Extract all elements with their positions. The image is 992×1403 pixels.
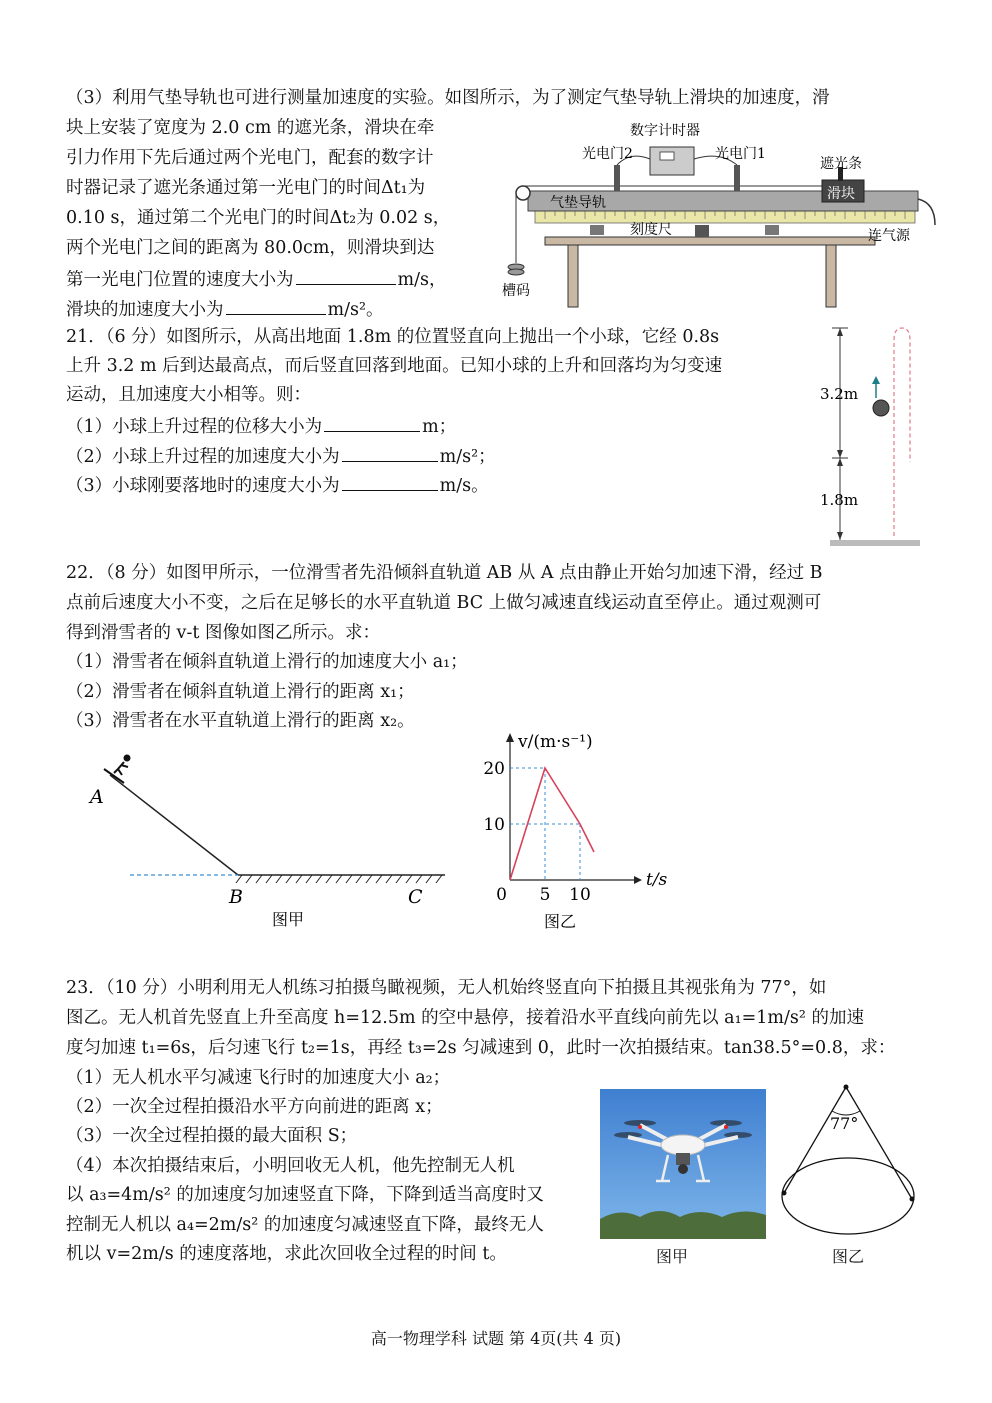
- ground: [830, 540, 920, 546]
- x-axis-label: t/s: [646, 870, 668, 890]
- y-axis-arrow: [506, 733, 514, 742]
- fig-23-yi-caption: 图乙: [832, 1247, 865, 1266]
- point-A: A: [90, 786, 104, 808]
- timer-display: [660, 152, 674, 160]
- q23-sub-1: （1）无人机水平匀减速飞行时的加速度大小 a₂；: [66, 1068, 451, 1088]
- label-weight: 槽码: [502, 283, 530, 299]
- q21-sub-2: [66, 443, 496, 469]
- arrow-top: [837, 328, 843, 336]
- skier-body: [114, 762, 128, 775]
- q21-unit-3: m/s。: [439, 476, 489, 496]
- q21-line-3: 运动，且加速度大小相等。则：: [66, 385, 311, 405]
- q22-line-1: 22．（8 分）如图甲所示，一位滑雪者先沿倾斜直轨道 AB 从 A 点由静止开始匀加速下滑，经过 B: [66, 563, 823, 583]
- arrow-bottom: [837, 532, 843, 540]
- q23-sub-2: （2）一次全过程拍摄沿水平方向前进的距离 x；: [66, 1097, 443, 1117]
- answer-blank[interactable]: [324, 413, 420, 432]
- table-leg-right: [826, 245, 836, 307]
- point-C: C: [408, 886, 423, 908]
- y-tick-10: 10: [483, 815, 505, 835]
- q20-unit-2: m/s²。: [327, 300, 384, 320]
- rail-support: [765, 225, 779, 235]
- digital-timer: [650, 147, 694, 175]
- y-tick-20: 20: [483, 759, 505, 779]
- ball: [873, 400, 889, 416]
- table-leg-left: [568, 245, 578, 307]
- x-tick-0: 0: [496, 885, 507, 905]
- pulley: [516, 186, 530, 200]
- arrow-mid-down: [837, 458, 843, 466]
- fig-jia-caption: 图甲: [272, 910, 305, 929]
- label-slider: 滑块: [827, 186, 855, 202]
- q22-sub-2: （2）滑雪者在倾斜直轨道上滑行的距离 x₁；: [66, 682, 415, 702]
- label-1.8m: 1.8m: [820, 491, 859, 509]
- q21-sub-1: [66, 413, 456, 439]
- answer-blank[interactable]: [226, 296, 326, 315]
- cone-edge-left: [784, 1087, 846, 1193]
- q23-line-2: 图乙。无人机首先竖直上升至高度 h=12.5m 的空中悬停，接着沿水平直线向前先以 a₁=1m/s² 的加速: [66, 1008, 864, 1028]
- answer-blank[interactable]: [296, 266, 396, 285]
- point-B: B: [229, 886, 243, 908]
- weight-disc: [508, 269, 524, 275]
- label-timer: 数字计时器: [630, 123, 700, 139]
- q20-line-1: （3）利用气垫导轨也可进行测量加速度的实验。如图所示，为了测定气垫导轨上滑块的加速度，滑: [66, 88, 830, 108]
- label-3.2m: 3.2m: [820, 385, 859, 403]
- q20-line-4: 时器记录了遮光条通过第一光电门的时间Δt₁为: [66, 178, 426, 198]
- q21-sub-3: [66, 472, 489, 498]
- q20-line-7: [66, 266, 446, 292]
- q23-line-3: 度匀加速 t₁=6s，后匀速飞行 t₂=1s，再经 t₃=2s 匀减速到 0，此时一次拍摄结束。tan38.5°=0.8，求：: [66, 1038, 896, 1058]
- base-point-right: [910, 1197, 915, 1202]
- cone-base: [782, 1158, 914, 1234]
- answer-blank[interactable]: [342, 443, 438, 462]
- q21-line-1: 21．（6 分）如图所示，从高出地面 1.8m 的位置竖直向上抛出一个小球，它经 0.8s: [66, 327, 720, 347]
- q20-line-5: 0.10 s，通过第二个光电门的时间Δt₂为 0.02 s，: [66, 208, 451, 228]
- q22-line-3: 得到滑雪者的 v-t 图像如图乙所示。求：: [66, 623, 380, 643]
- q20-line-6: 两个光电门之间的距离为 80.0cm，则滑块到达: [66, 238, 435, 258]
- base-point-left: [782, 1191, 787, 1196]
- q20-line-3: 引力作用下先后通过两个光电门，配套的数字计: [66, 148, 434, 168]
- cone-figure: [770, 1075, 930, 1245]
- q23-sub-4-line-1: （4）本次拍摄结束后，小明回收无人机，他先控制无人机: [66, 1156, 515, 1176]
- ball-figure: [800, 322, 930, 552]
- q20-line-8-text: 滑块的加速度大小为: [66, 300, 224, 320]
- rail-support: [695, 225, 709, 237]
- photogate-1: [734, 165, 740, 191]
- air-hose: [918, 199, 935, 225]
- arrow-mid-up: [837, 450, 843, 458]
- label-gate2: 光电门2: [582, 146, 633, 162]
- skier-head: [124, 755, 131, 762]
- q23-sub-4-line-3: 控制无人机以 a₄=2m/s² 的加速度匀减速竖直下降，最终无人: [66, 1215, 544, 1235]
- cone-edge-right: [846, 1087, 912, 1199]
- q20-unit-1: m/s，: [397, 270, 447, 290]
- slope-AB: [110, 775, 238, 875]
- label-gate1: 光电门1: [715, 146, 766, 162]
- rail-support: [590, 225, 604, 235]
- x-tick-10: 10: [569, 885, 591, 905]
- photogate-2: [614, 165, 620, 191]
- label-ruler: 刻度尺: [630, 222, 672, 238]
- q23-line-1: 23．（10 分）小明利用无人机练习拍摄鸟瞰视频，无人机始终竖直向下拍摄且其视张角为 77°，如: [66, 978, 827, 998]
- q22-sub-3: （3）滑雪者在水平直轨道上滑行的距离 x₂。: [66, 711, 415, 731]
- q20-line-8: [66, 296, 384, 322]
- q20-line-7-text: 第一光电门位置的速度大小为: [66, 270, 294, 290]
- ground-hatch: [236, 875, 442, 883]
- q23-sub-3: （3）一次全过程拍摄的最大面积 S；: [66, 1126, 358, 1146]
- drone-photo: [600, 1089, 766, 1239]
- q21-sub-3-text: （3）小球刚要落地时的速度大小为: [66, 476, 340, 496]
- label-shade: 遮光条: [820, 156, 862, 172]
- q21-unit-2: m/s²；: [439, 447, 496, 467]
- angle-label: 77°: [830, 1114, 859, 1133]
- q22-line-2: 点前后速度大小不变，之后在足够长的水平直轨道 BC 上做匀减速直线运动直至停止。通过观测可: [66, 593, 822, 613]
- q21-unit-1: m；: [422, 417, 457, 437]
- page-footer: 高一物理学科 试题 第 4页(共 4 页): [370, 1329, 622, 1348]
- velocity-arrow-head: [872, 376, 880, 384]
- q21-sub-1-text: （1）小球上升过程的位移大小为: [66, 417, 323, 437]
- q23-sub-4-line-4: 机以 v=2m/s 的速度落地，求此次回收全过程的时间 t。: [66, 1244, 507, 1264]
- q20-line-2: 块上安装了宽度为 2.0 cm 的遮光条，滑块在牵: [66, 118, 435, 138]
- slope-figure: [80, 745, 460, 935]
- x-axis-arrow: [634, 876, 642, 884]
- guide-lines: [510, 768, 580, 880]
- x-tick-5: 5: [539, 885, 551, 905]
- q23-sub-4-line-2: 以 a₃=4m/s² 的加速度匀加速竖直下降，下降到适当高度时又: [66, 1185, 544, 1205]
- y-axis-label: v/(m·s⁻¹): [518, 732, 593, 752]
- answer-blank[interactable]: [342, 472, 438, 491]
- q21-line-2: 上升 3.2 m 后到达最高点，而后竖直回落到地面。已知小球的上升和回落均为匀变速: [66, 356, 723, 376]
- label-air: 连气源: [868, 228, 910, 244]
- vt-chart: [470, 725, 700, 940]
- q21-sub-2-text: （2）小球上升过程的加速度大小为: [66, 447, 340, 467]
- ski: [104, 769, 124, 783]
- air-track-figure: [490, 115, 940, 315]
- table-top: [545, 237, 875, 245]
- fig-yi-caption: 图乙: [544, 912, 577, 931]
- label-rail: 气垫导轨: [550, 195, 606, 211]
- q22-sub-1: （1）滑雪者在倾斜直轨道上滑行的加速度大小 a₁；: [66, 652, 468, 672]
- ball-path: [894, 328, 910, 536]
- fig-23-jia-caption: 图甲: [656, 1247, 689, 1266]
